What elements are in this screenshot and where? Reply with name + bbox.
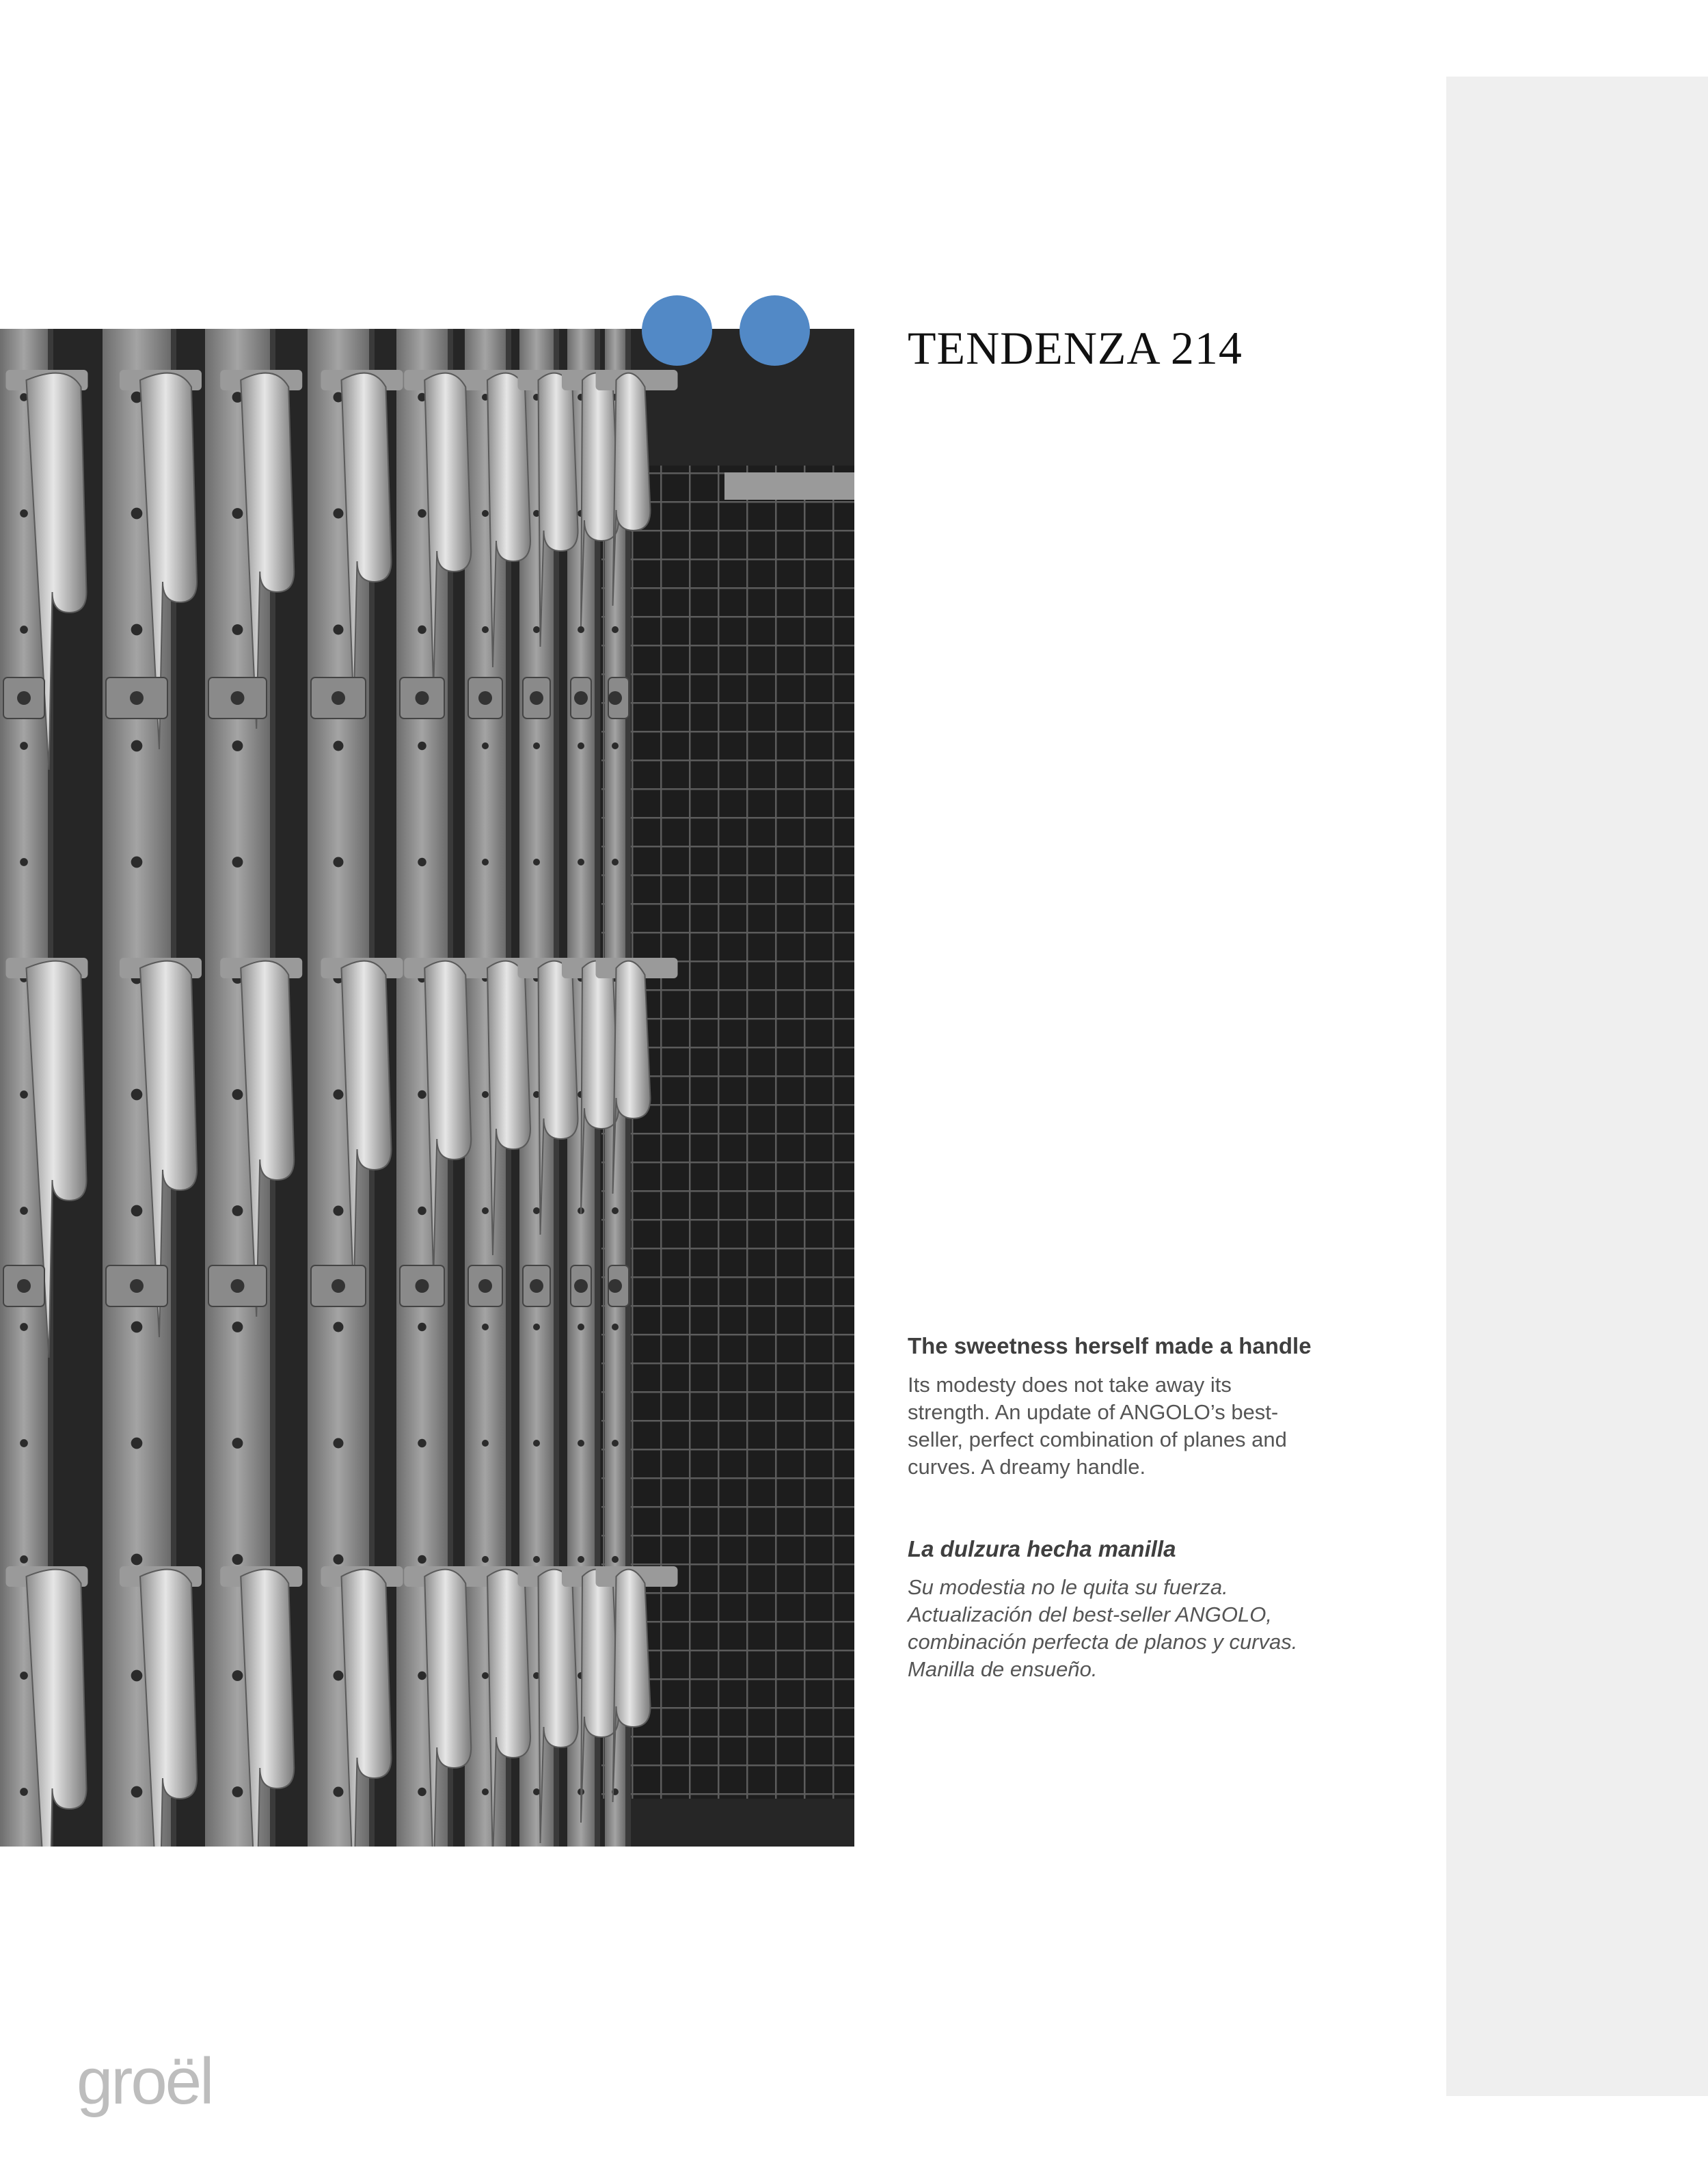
- spanish-line: combinación perfecta de planos y curvas.: [908, 1630, 1298, 1654]
- english-description: [908, 1371, 1386, 1481]
- spanish-line: Actualización del best-seller ANGOLO,: [908, 1602, 1272, 1626]
- product-title: TENDENZA 214: [908, 322, 1243, 374]
- accent-dot: [642, 295, 712, 366]
- door-handles-rack-photo: [0, 329, 854, 1847]
- groel-logo: groël: [77, 2045, 213, 2118]
- english-heading: The sweetness herself made a handle: [908, 1333, 1312, 1358]
- spanish-line: Su modestia no le quita su fuerza.: [908, 1575, 1228, 1599]
- english-line: curves. A dreamy handle.: [908, 1455, 1146, 1479]
- spanish-description: [908, 1574, 1386, 1683]
- spanish-heading: La dulzura hecha manilla: [908, 1536, 1176, 1561]
- english-line: seller, perfect combination of planes and: [908, 1427, 1287, 1451]
- english-line: Its modesty does not take away its: [908, 1373, 1232, 1397]
- english-line: strength. An update of ANGOLO’s best-: [908, 1400, 1279, 1424]
- side-panel: [1446, 77, 1708, 2096]
- accent-dot: [740, 295, 810, 366]
- spanish-line: Manilla de ensueño.: [908, 1657, 1098, 1681]
